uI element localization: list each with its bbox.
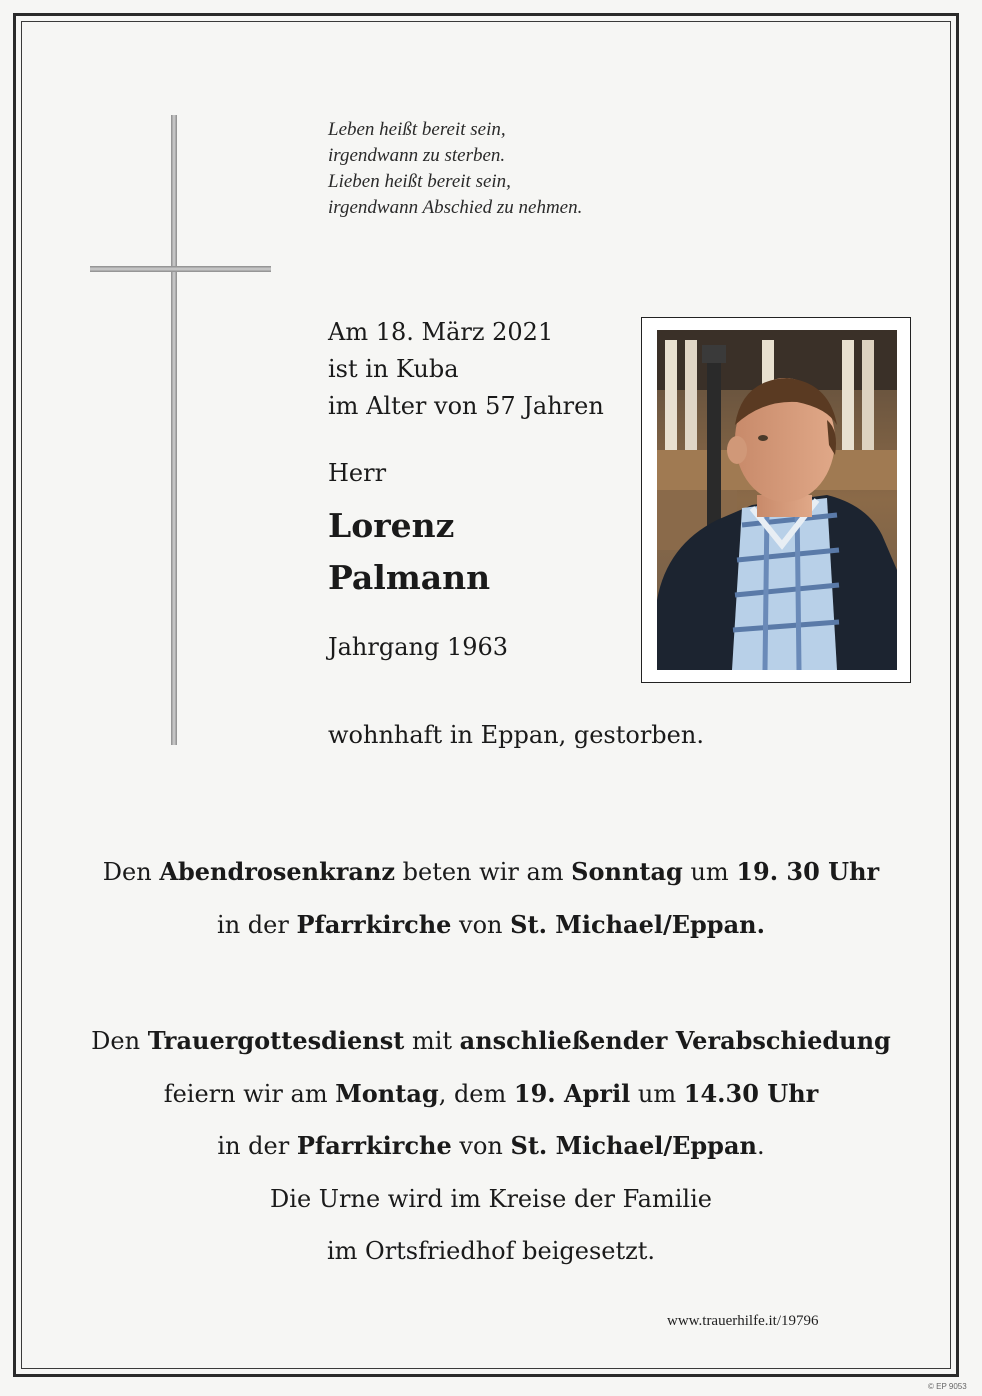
service-text: um	[630, 1079, 684, 1108]
reference-code: © EP 9053	[928, 1382, 967, 1391]
portrait-frame	[641, 317, 911, 683]
poem-line: irgendwann zu sterben.	[328, 145, 506, 166]
service-text: feiern wir am	[163, 1079, 336, 1108]
birth-year: Jahrgang 1963	[328, 633, 509, 661]
death-info	[328, 314, 604, 425]
deceased-name	[328, 500, 490, 604]
funeral-service-announcement	[60, 1015, 922, 1278]
rosary-bold: Pfarrkirche	[296, 909, 452, 939]
poem-line: irgendwann Abschied zu nehmen.	[328, 197, 583, 218]
service-line-1	[60, 1015, 922, 1068]
portrait-photo	[657, 330, 897, 670]
death-date: Am 18. März 2021	[328, 318, 554, 346]
service-bold: 14.30 Uhr	[683, 1078, 819, 1108]
poem-line: Leben heißt bereit sein,	[328, 119, 506, 140]
service-text: in der	[217, 1132, 297, 1160]
service-bold: Trauergottesdienst	[147, 1026, 405, 1055]
rosary-line-1	[60, 846, 922, 899]
rosary-line-2	[60, 899, 922, 952]
rosary-text: in der	[217, 910, 297, 939]
death-place: ist in Kuba	[328, 355, 459, 383]
first-name: Lorenz	[328, 506, 455, 545]
residence-line: wohnhaft in Eppan, gestorben.	[328, 721, 704, 749]
rosary-announcement	[60, 846, 922, 951]
last-name: Palmann	[328, 558, 491, 597]
service-line-4: Die Urne wird im Kreise der Familie	[270, 1184, 712, 1213]
death-age: im Alter von 57 Jahren	[328, 392, 604, 420]
service-text: .	[756, 1132, 765, 1160]
rosary-bold: Sonntag	[571, 857, 683, 886]
rosary-bold: Abendrosenkranz	[159, 857, 396, 886]
salutation: Herr	[328, 459, 387, 487]
rosary-bold: St. Michael/Eppan.	[510, 909, 765, 939]
service-bold: St. Michael/Eppan	[510, 1131, 757, 1160]
service-line-5: im Ortsfriedhof beigesetzt.	[326, 1237, 656, 1265]
poem-line: Lieben heißt bereit sein,	[328, 171, 511, 192]
service-text: Den	[91, 1027, 148, 1055]
cross-icon-vertical	[171, 115, 177, 745]
rosary-text: von	[451, 910, 511, 939]
service-bold: Pfarrkirche	[296, 1131, 452, 1160]
memorial-poem	[328, 117, 582, 221]
rosary-text: um	[682, 858, 737, 886]
service-text: , dem	[438, 1079, 514, 1108]
cross-icon-horizontal	[90, 266, 271, 272]
service-bold: anschließender Verabschiedung	[459, 1026, 891, 1055]
service-text: mit	[404, 1027, 460, 1055]
service-line-3	[60, 1120, 922, 1173]
service-bold: 19. April	[513, 1078, 631, 1108]
website-link[interactable]: www.trauerhilfe.it/19796	[667, 1313, 819, 1329]
rosary-text: Den	[102, 858, 160, 886]
rosary-text: beten wir am	[395, 858, 572, 886]
service-text: von	[451, 1132, 511, 1160]
service-line-2	[60, 1068, 922, 1121]
rosary-bold: 19. 30 Uhr	[736, 857, 880, 886]
service-bold: Montag	[335, 1078, 439, 1108]
